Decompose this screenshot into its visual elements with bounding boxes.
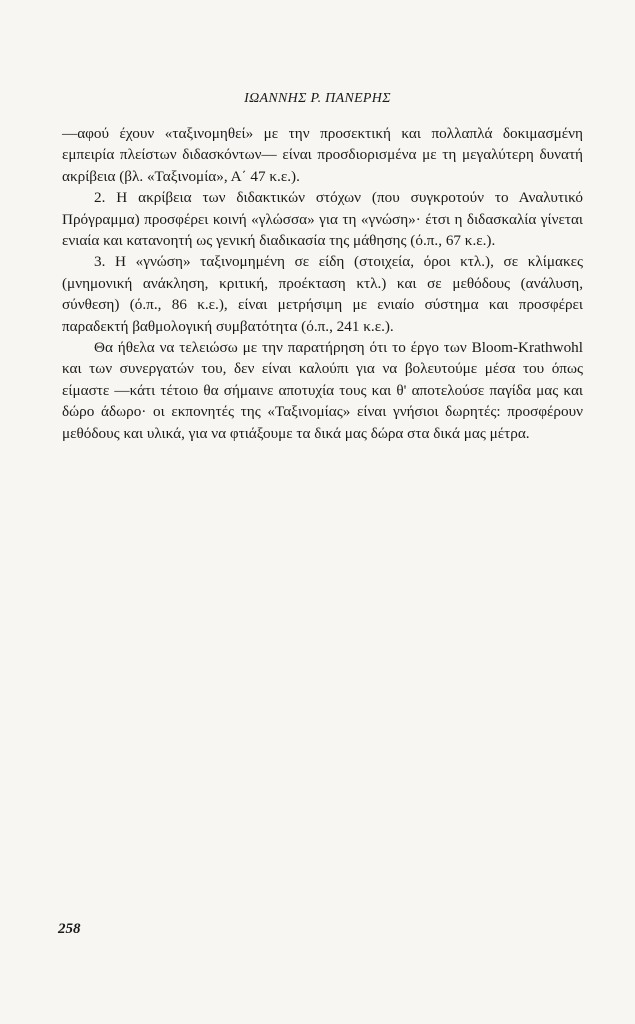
body-text	[62, 123, 583, 444]
paragraph-point-3: 3. Η «γνώση» ταξινομημένη σε είδη (στοιχεία, όροι κτλ.), σε κλίμακες (μνημονική ανάκληση, κριτική, προέκταση κτλ.) και σε μεθόδους (ανάλυση, σύνθεση) (ό.π., 86 κ.ε.), είναι μετρήσιμη με ενιαίο σύστημα και προσφέρει παραδεκτή βαθμολογική συμβατότητα (ό.π., 241 κ.ε.).	[62, 253, 583, 335]
paragraph-conclusion: Θα ήθελα να τελειώσω με την παρατήρηση ότι το έργο των Bloom-Krathwohl και των συνεργατών του, δεν είναι καλούπι για να βολευτούμε μέσα του όπως είμαστε —κάτι τέτοιο θα σήμαινε αποτυχία τους και θ' αποτελούσε παγίδα μας και δώρο άδωρο· οι εκπονητές της «Ταξινομίας» είναι γνήσιοι δωρητές: προσφέρουν μεθόδους και υλικά, για να φτιάξουμε τα δικά μας δώρα στα δικά μας μέτρα.	[62, 339, 583, 442]
page-number: 258	[58, 921, 81, 937]
paragraph-continuation: —αφού έχουν «ταξινομηθεί» με την προσεκτική και πολλαπλά δοκιμασμένη εμπειρία πλείστων διδασκόντων— είναι προσδιορισμένα με τη μεγαλύτερη δυνατή ακρίβεια (βλ. «Ταξινομία», Α΄ 47 κ.ε.).	[62, 125, 583, 185]
paragraph-point-2: 2. Η ακρίβεια των διδακτικών στόχων (που συγκροτούν το Αναλυτικό Πρόγραμμα) προσφέρει κοινή «γλώσσα» για τη «γνώση»· έτσι η διδασκαλία γίνεται ενιαία και κατανοητή ως γενική διαδικασία της μάθησης (ό.π., 67 κ.ε.).	[62, 189, 583, 250]
running-head: ΙΩΑΝΝΗΣ Ρ. ΠΑΝΕΡΗΣ	[244, 91, 391, 106]
